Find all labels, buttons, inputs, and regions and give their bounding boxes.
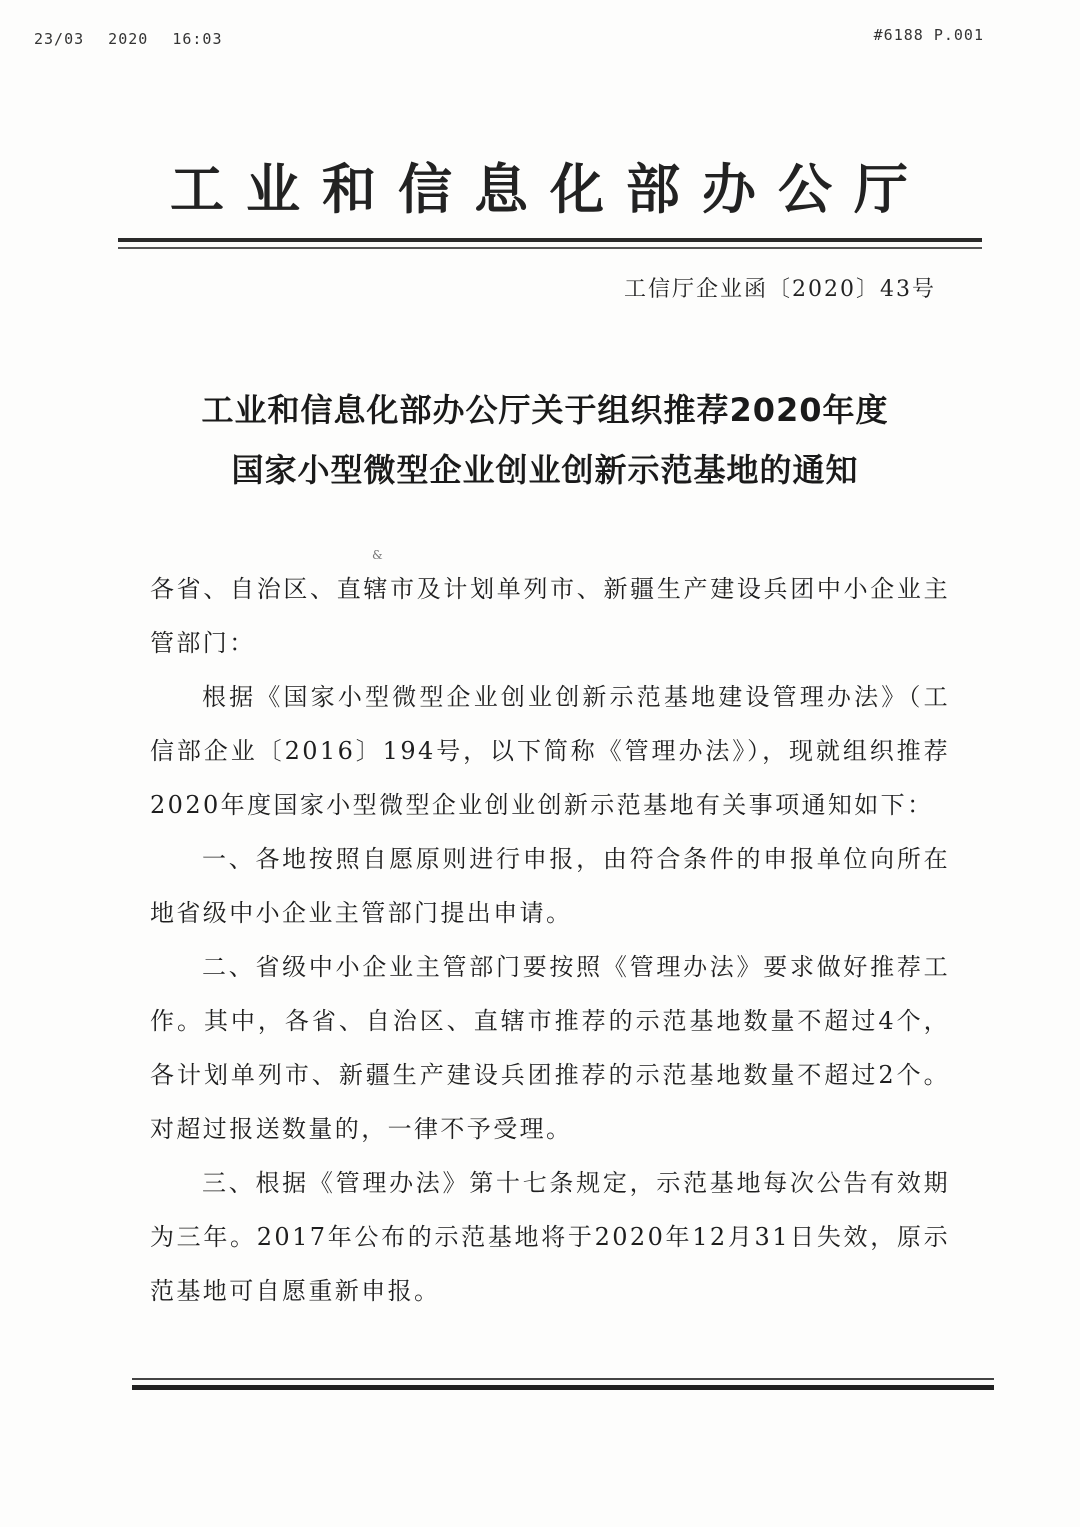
divider-thin-line — [118, 247, 982, 249]
masthead-divider — [118, 238, 982, 249]
salutation: 各省、自治区、直辖市及计划单列市、新疆生产建设兵团中小企业主管部门： — [150, 575, 950, 657]
issuer-masthead: 工业和信息化部办公厅 — [170, 158, 930, 221]
document-body — [150, 562, 950, 1318]
divider-thick-line — [118, 238, 982, 242]
footer-thin-line — [132, 1378, 994, 1380]
fax-date: 23/03 2020 — [34, 30, 149, 48]
fax-time: 16:03 — [172, 30, 223, 48]
title-line-1: 工业和信息化部办公厅关于组织推荐2020年度 — [201, 391, 889, 429]
fax-timestamp — [34, 30, 223, 48]
scan-speck: & — [372, 548, 383, 562]
document-title — [120, 380, 970, 500]
footer-divider — [132, 1378, 994, 1390]
paragraph-item-2: 二、省级中小企业主管部门要按照《管理办法》要求做好推荐工作。其中，各省、自治区、直辖市推荐的示范基地数量不超过4个，各计划单列市、新疆生产建设兵团推荐的示范基地数量不超过2个。对超过报送数量的，一律不予受理。 — [150, 953, 950, 1143]
paragraph-item-1: 一、各地按照自愿原则进行申报，由符合条件的申报单位向所在地省级中小企业主管部门提出申请。 — [150, 845, 950, 927]
footer-thick-line — [132, 1385, 994, 1390]
title-line-2: 国家小型微型企业创业创新示范基地的通知 — [231, 451, 859, 489]
paragraph-item-3: 三、根据《管理办法》第十七条规定，示范基地每次公告有效期为三年。2017年公布的示范基地将于2020年12月31日失效，原示范基地可自愿重新申报。 — [150, 1169, 950, 1305]
fax-page-code: #6188 P.001 — [873, 26, 984, 44]
document-number: 工信厅企业函〔2020〕43号 — [624, 277, 936, 302]
paragraph-intro: 根据《国家小型微型企业创业创新示范基地建设管理办法》（工信部企业〔2016〕194号，以下简称《管理办法》），现就组织推荐2020年度国家小型微型企业创业创新示范基地有关事项通知如下： — [150, 683, 950, 819]
